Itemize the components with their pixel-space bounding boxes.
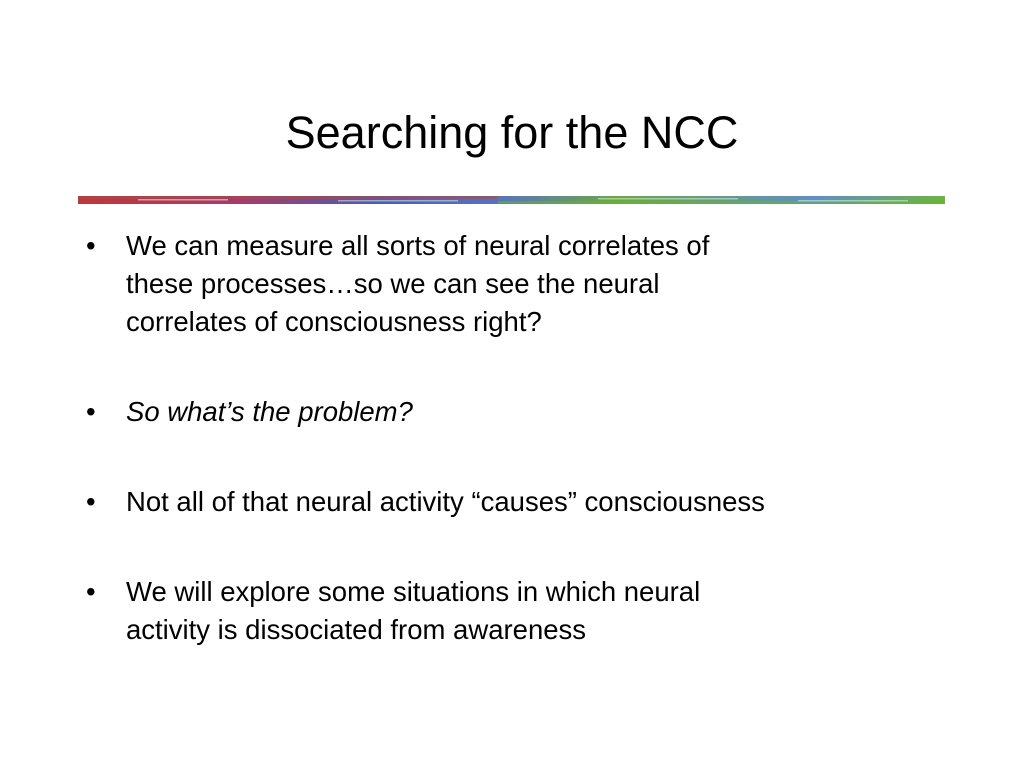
bullet-marker: • [86,576,96,607]
bullet-list [86,227,946,701]
bullet-item [86,227,946,341]
bullet-line: these processes…so we can see the neural [126,268,660,299]
bullet-item [86,393,946,431]
bullet-text [126,393,946,431]
bullet-text [126,573,946,649]
bullet-line: We will explore some situations in which neural [126,576,701,607]
title-divider [78,194,945,206]
bullet-item [86,573,946,649]
bullet-line: Not all of that neural activity “causes” consciousness [126,486,765,517]
bullet-marker: • [86,230,96,261]
bullet-text [126,483,946,521]
bullet-line: correlates of consciousness right? [126,306,542,337]
bullet-marker: • [86,396,96,427]
bullet-line: activity is dissociated from awareness [126,614,587,645]
bullet-line: We can measure all sorts of neural correlates of [126,230,710,261]
bullet-line: So what’s the problem? [126,396,413,427]
bullet-text [126,227,946,341]
slide-title: Searching for the NCC [285,107,739,158]
bullet-item [86,483,946,521]
divider-graphic [78,194,945,206]
bullet-marker: • [86,486,96,517]
